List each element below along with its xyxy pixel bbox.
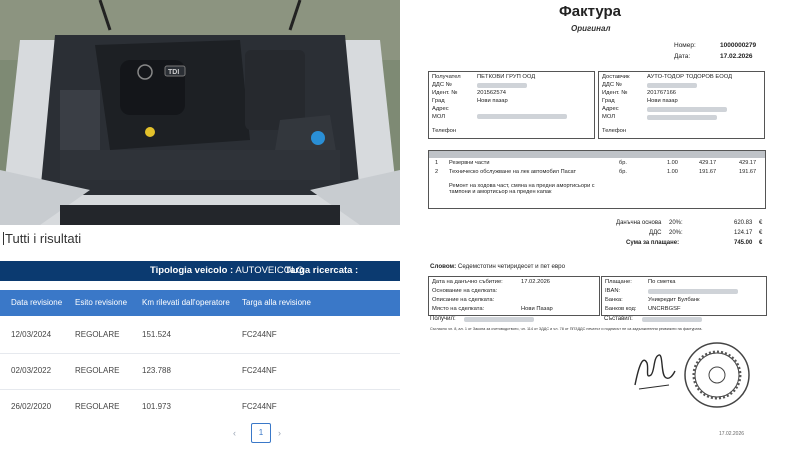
composer-label: Съставил: [604, 316, 633, 322]
item-desc-detail: Ремонт на ходова част, смяна на предни амортисьори с тампони и амортисьор на преден капак [449, 183, 595, 195]
redacted-field [647, 107, 727, 115]
vehicle-type [150, 261, 304, 281]
items-table-header [429, 151, 765, 158]
cell-plate: FC244NF [242, 366, 277, 375]
total-label: Сума за плащане: [626, 240, 680, 246]
results-title-text: Tutti i risultati [5, 231, 82, 246]
payment-label: Плащане: [605, 279, 632, 285]
supplier-box [598, 71, 765, 139]
iban-label: IBAN: [605, 288, 621, 294]
engine-bay-photo [0, 0, 400, 225]
vehicle-info-bar [0, 261, 400, 281]
col-header-date: Data revisione [11, 298, 63, 307]
supplier-id: 201767166 [647, 90, 677, 96]
bank-name: Уникредит Булбанк [648, 297, 700, 303]
recipient-id-label: Идент. № [432, 90, 458, 96]
item-total: 191.67 [739, 169, 757, 175]
bank-code: UNCRBGSF [648, 306, 681, 312]
redacted-field [648, 289, 738, 296]
cell-date: 02/03/2022 [11, 366, 52, 375]
currency-symbol: € [759, 220, 763, 226]
item-no: 2 [435, 169, 439, 175]
tax-base-label: Данъчна основа [616, 220, 662, 226]
legal-note: Съгласно чл. 8, ал. 1 от Закона за счетоводството, чл. 114 от ЗДДС и чл. 78 от ППЗДДС печатът и подписът не са задължителни реквизити на фактурата. [430, 327, 703, 331]
transaction-box [428, 276, 600, 316]
redacted-field [642, 317, 702, 324]
tax-event-date: 17.02.2026 [521, 279, 551, 285]
col-header-outcome: Esito revisione [75, 298, 128, 307]
recipient-address-label: Адрес [432, 106, 449, 112]
recipient-mol-label: МОЛ [432, 114, 446, 120]
pagination-prev-button[interactable]: ‹ [233, 428, 236, 438]
cell-plate: FC244NF [242, 402, 277, 411]
currency-symbol: € [759, 230, 763, 236]
col-header-plate: Targa alla revisione [242, 298, 311, 307]
table-row [0, 389, 400, 425]
bank-code-label: Банков код: [605, 306, 637, 312]
tax-event-label: Дата на данъчно събитие: [432, 279, 503, 285]
item-qty: 1.00 [667, 160, 678, 166]
vehicle-type-label: Tipologia veicolo : [150, 265, 234, 276]
deal-place-label: Място на сделката: [432, 306, 485, 312]
supplier-name: АУТО-ТОДОР ТОДОРОВ ЕООД [647, 74, 733, 80]
item-desc: Резервни части [449, 160, 490, 166]
vat-pct: 20%: [669, 230, 683, 236]
supplier-vat-label: ДДС № [602, 82, 622, 88]
company-stamp [682, 340, 752, 410]
currency-symbol: € [759, 240, 763, 246]
invoice-document [404, 0, 800, 450]
item-unit: бр. [619, 169, 627, 175]
recipient-box [428, 71, 595, 139]
redacted-field [477, 114, 567, 122]
supplier-phone-label: Телефон [602, 128, 627, 134]
redacted-field [647, 115, 717, 123]
tax-base-pct: 20%: [669, 220, 683, 226]
pagination-next-button[interactable]: › [278, 428, 281, 438]
results-table-header [0, 290, 400, 316]
words-label: Словом: [430, 263, 457, 270]
vat-label: ДДС [649, 230, 662, 236]
recipient-name-label: Получател [432, 74, 461, 80]
supplier-city-label: Град [602, 98, 615, 104]
item-desc: Техническо обслужване на лек автомобил Пасат [449, 169, 577, 175]
total-value: 745.00 [734, 240, 753, 246]
supplier-mol-label: МОЛ [602, 114, 616, 120]
recipient-phone-label: Телефон [432, 128, 457, 134]
cell-km: 151.524 [142, 330, 171, 339]
receiver-label: Получил: [430, 316, 456, 322]
cell-plate: FC244NF [242, 330, 277, 339]
cell-date: 26/02/2020 [11, 402, 52, 411]
cell-date: 12/03/2024 [11, 330, 52, 339]
invoice-date-label: Дата: [674, 53, 691, 60]
supplier-name-label: Доставчик [602, 74, 630, 80]
item-price: 429.17 [699, 160, 717, 166]
recipient-city-label: Град [432, 98, 445, 104]
cell-outcome: REGOLARE [75, 330, 120, 339]
pagination-page-1-button[interactable]: 1 [251, 423, 271, 443]
col-header-km: Km rilevati dall'operatore [142, 298, 230, 307]
item-total: 429.17 [739, 160, 757, 166]
amount-in-words [430, 263, 565, 270]
results-title [3, 231, 81, 246]
invoice-number-label: Номер: [674, 42, 696, 49]
vat-value: 124.17 [734, 230, 753, 236]
invoice-number: 1000000279 [720, 42, 757, 49]
payment-method: По сметка [648, 279, 676, 285]
supplier-id-label: Идент. № [602, 90, 628, 96]
redacted-field [464, 317, 534, 324]
invoice-title: Фактура [559, 3, 622, 20]
invoice-items-table [428, 150, 766, 209]
words-value: Седемстотин четиридесет и пет евро [457, 263, 566, 270]
engine-bay-illustration [0, 0, 400, 225]
vehicle-type-value: AUTOVEICOLO [235, 265, 304, 276]
item-price: 191.67 [699, 169, 717, 175]
deal-place: Нови Пазар [521, 306, 553, 312]
bank-label: Банка: [605, 297, 623, 303]
footer-date: 17.02.2026 [719, 431, 745, 437]
table-row [0, 317, 400, 354]
deal-basis-label: Основание на сделката: [432, 288, 498, 294]
item-qty: 1.00 [667, 169, 678, 175]
tax-base-value: 620.83 [734, 220, 753, 226]
invoice-date: 17.02.2026 [720, 53, 753, 60]
cell-km: 123.788 [142, 366, 171, 375]
item-unit: бр. [619, 160, 627, 166]
payment-box [601, 276, 767, 316]
recipient-id: 201562574 [477, 90, 507, 96]
cell-outcome: REGOLARE [75, 366, 120, 375]
recipient-name: ПЕТКОВИ ГРУП ООД [477, 74, 536, 80]
cell-outcome: REGOLARE [75, 402, 120, 411]
item-no: 1 [435, 160, 439, 166]
text-caret [3, 232, 4, 245]
recipient-vat-label: ДДС № [432, 82, 452, 88]
recipient-city: Нови пазар [477, 98, 508, 104]
table-row [0, 353, 400, 390]
plate-label: Targa ricercata : [285, 265, 359, 276]
invoice-subtitle: Оригинал [571, 24, 611, 33]
supplier-address-label: Адрес [602, 106, 619, 112]
supplier-city: Нови пазар [647, 98, 678, 104]
signature [629, 345, 679, 395]
deal-desc-label: Описание на сделката: [432, 297, 495, 303]
cell-km: 101.973 [142, 402, 171, 411]
tdi-badge-text: TDI [168, 69, 180, 76]
